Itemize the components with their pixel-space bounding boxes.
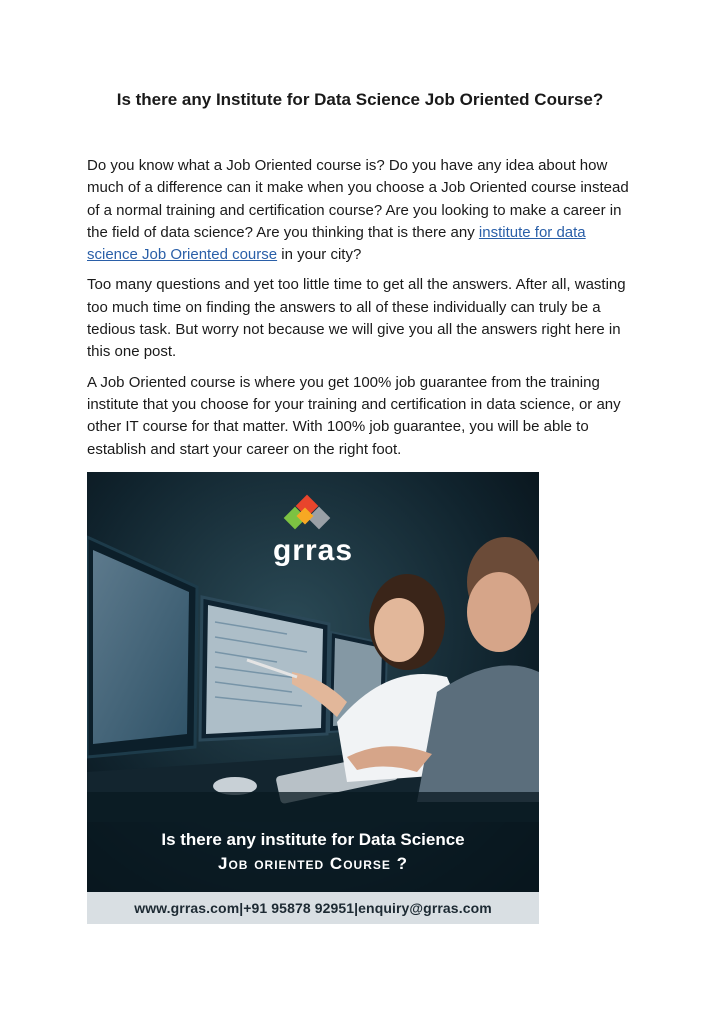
woman-face: [374, 598, 424, 662]
paragraph-1: [87, 155, 635, 266]
paragraph-3: A Job Oriented course is where you get 100% job guarantee from the training institute that you choose for your training and certification in data science, or any other IT course for that matter. With 100% job guarantee, you will be able to establish and start your career on the right foot.: [87, 373, 621, 458]
paragraph-1-tail: in your city?: [277, 246, 362, 264]
brand-name: grras: [272, 534, 354, 567]
paragraph-2: Too many questions and yet too little time to get all the answers. After all, wasting too much time on finding the answers to all of these individually can truly be a tedious task. But worry not because we will give you all the answers right here in this one post.: [87, 276, 626, 361]
article-body: [87, 155, 635, 469]
contact-bar: www.grras.com|+91 95878 92951|enquiry@grras.com: [87, 892, 539, 924]
promo-banner-image: [87, 472, 539, 924]
paragraph-1-text: Do you know what a Job Oriented course is? Do you have any idea about how much of a difference can it make when you choose a Job Oriented course instead of a normal training and certification course? Are you looking to make a career in the field of data science? Are you thinking that is there any: [87, 157, 629, 241]
banner-heading: Is there any institute for Data Science: [161, 830, 465, 849]
man-face: [467, 572, 531, 652]
banner-subheading: Job oriented Course ?: [218, 854, 408, 873]
institute-link[interactable]: institute for data science Job Oriented course: [87, 223, 586, 264]
page-title: Is there any Institute for Data Science Job Oriented Course?: [116, 90, 604, 109]
